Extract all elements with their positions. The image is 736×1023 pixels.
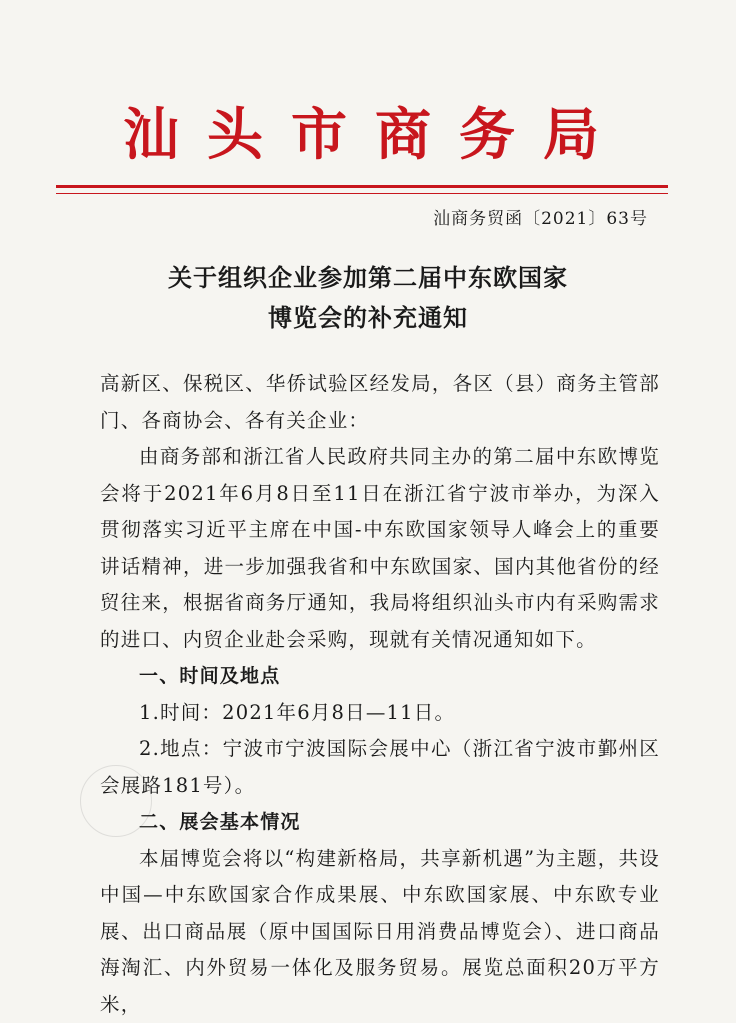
intro-paragraph: 由商务部和浙江省人民政府共同主办的第二届中东欧博览会将于2021年6月8日至11日在浙江省宁波市举办，为深入贯彻落实习近平主席在中国-中东欧国家领导人峰会上的重要讲话精神，进一步加强我省和中东欧国家、国内其他省份的经贸往来，根据省商务厅通知，我局将组织汕头市内有采购需求的进口、内贸企业赴会采购，现就有关情况通知如下。 [100, 439, 660, 658]
issuing-authority-title: 汕头市商务局 [0, 100, 736, 170]
place-item: 2.地点：宁波市宁波国际会展中心（浙江省宁波市鄞州区会展路181号）。 [100, 731, 660, 804]
time-item: 1.时间：2021年6月8日—11日。 [100, 695, 660, 732]
section-heading-time-place: 一、时间及地点 [100, 658, 660, 695]
document-title [0, 258, 736, 338]
document-number: 汕商务贸函〔2021〕63号 [433, 207, 648, 231]
red-divider-thin [56, 193, 668, 194]
expo-overview-paragraph: 本届博览会将以“构建新格局，共享新机遇”为主题，共设中国—中东欧国家合作成果展、中东欧国家展、中东欧专业展、出口商品展（原中国国际日用消费品博览会）、进口商品海淘汇、内外贸易一体化及服务贸易。展览总面积20万平方米， [100, 841, 660, 1023]
addressee-paragraph: 高新区、保税区、华侨试验区经发局，各区（县）商务主管部门、各商协会、各有关企业： [100, 366, 660, 439]
document-title-line1: 关于组织企业参加第二届中东欧国家 [0, 258, 736, 298]
section-heading-expo-overview: 二、展会基本情况 [100, 804, 660, 841]
document-title-line2: 博览会的补充通知 [0, 298, 736, 338]
red-divider-thick [56, 185, 668, 188]
document-body [100, 366, 660, 1023]
